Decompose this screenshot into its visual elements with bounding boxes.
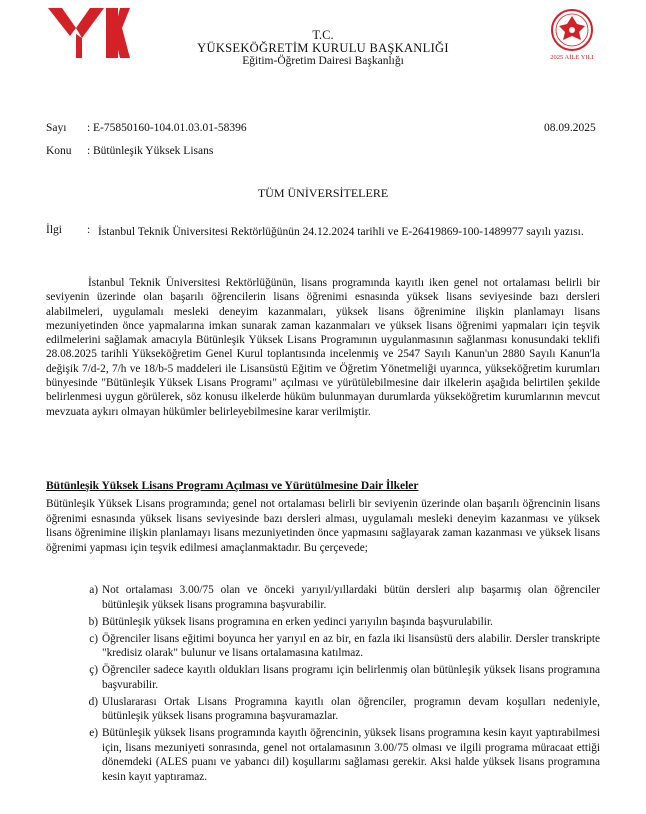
list-item-text: Not ortalaması 3.00/75 olan ve önceki yarıyıl/yıllardaki bütün dersleri alıp başarmış olan öğrenciler bütünleşik yüksek lisans programına başvurabilir. [102,584,600,611]
list-item [76,695,600,724]
list-item [76,632,600,661]
list-marker: e) [89,727,98,739]
list-marker: a) [89,584,98,596]
emblem-caption: 2025 AİLE YILI [550,54,594,61]
list-item-text: Bütünleşik yüksek lisans programına en erken yedinci yarıyılın başında başvurulabilir. [102,615,493,628]
list-marker: d) [88,695,98,708]
list-item [76,615,600,630]
yok-logo [46,6,130,60]
sayi-label: Sayı [46,122,67,134]
list-item-text: Öğrenciler lisans eğitimi boyunca her yarıyıl en az bir, en fazla iki lisansüstü ders alabilir. Dersler transkripte "kredisiz olarak" bulunur ve lisans ortalamasına katılmaz. [102,632,600,659]
document-number: E-75850160-104.01.03.01-58396 [93,122,247,134]
council-name: YÜKSEKÖĞRETİM KURULU BAŞKANLIĞI [197,41,449,55]
family-year-emblem [541,6,603,62]
list-item-text: Öğrenciler sadece kayıtlı oldukları lisans programı için belirlenmiş olan bütünleşik yüksek lisans programına başvurabilir. [102,664,600,691]
list-item-text: Bütünleşik yüksek lisans programında kayıtlı öğrencinin, yüksek lisans programına kesin kayıt yaptırabilmesi için, lisans mezuniyeti sonrasında, genel not ortalamasının 3.00/75 olması ve ilgili programa müracaat ettiği dönemdeki (ALES puanı ve yabancı dil) koşullarını sağlaması gerekir. Aksi halde yüksek lisans programına kesin kayıt yaptıramaz. [102,727,600,783]
sayi-separator: : [87,122,91,134]
document-date: 08.09.2025 [544,122,596,134]
list-marker: ç) [89,664,98,676]
list-marker: b) [88,615,98,628]
list-marker: c) [89,632,98,645]
konu-separator: : [87,145,91,157]
list-item [76,726,600,784]
ilgi-label: İlgi [46,224,62,236]
body-paragraph: Bütünleşik Yüksek Lisans programında; genel not ortalaması belirli bir seviyenin üzerinde olan başarılı öğrencinin lisans öğrenimi esnasında yüksek lisans seviyesinde bazı dersleri alması, uygulamalı mesleki deneyim kazanması ve yüksek lisans öğrenimine ilişkin planlamayı lisans mezuniyetinden önce yapmasını sağlayarak zaman kazanması ve yüksek lisans öğrenimi yapması için teşvik edilmesi amaçlanmaktadır. Bu çerçevede; [46,498,600,554]
section-heading: Bütünleşik Yüksek Lisans Programı Açılması ve Yürütülmesine Dair İlkeler [46,480,419,492]
list-item [76,663,600,692]
principles-list [76,583,600,787]
subject: Bütünleşik Yüksek Lisans [93,145,214,157]
department-name: Eğitim-Öğretim Dairesi Başkanlığı [242,55,404,67]
konu-label: Konu [46,145,72,157]
list-item-text: Uluslararası Ortak Lisans Programına kayıtlı olan öğrenciler, programın devam koşulları nedeniyle, bütünleşik yüksek lisans programına başvuramazlar. [102,695,600,722]
intro-paragraph: İstanbul Teknik Üniversitesi Rektörlüğünün, lisans programında kayıtlı iken genel not ortalaması belirli bir seviyenin üzerinde olan başarılı öğrencilerin lisans öğrenimi esnasında yüksek lisans seviyesinde bazı dersleri alabilmeleri, uygulamalı mesleki deneyim kazanmaları, yüksek lisans öğrenimine ilişkin planlamayı lisans mezuniyetinden önce yapmalarına imkan sunarak zaman kazanmaları ve yüksek lisans öğrenimi yapmaları için teşvik edilmelerini sağlamak amacıyla Bütünleşik Yüksek Lisans Programının uygulanmasının sağlanması konusundaki teklifi 28.08.2025 tarihli Yükseköğretim Genel Kurul toplantısında incelenmiş ve 2547 Sayılı Kanun'un 2880 Sayılı Kanun'la değişik 7/d-2, 7/h ve 18/b-5 maddeleri ile Lisansüstü Eğitim ve Öğretim Yönetmeliği uyarınca, yükseköğretim kurumları bünyesinde "Bütünleşik Yüksek Lisans Programı" açılması ve yürütülebilmesine dair ilkelerin aşağıda belirtilen şekilde belirlenmesi uygun görülerek, söz konusu ilkelerde hüküm bulunmayan durumlarda yükseköğretim kurumlarının mevcut mevzuata aykırı olmayan hükümler belirleyebilmesine karar verilmiştir. [46,277,600,418]
list-item [76,583,600,612]
tc-label: T.C. [312,28,334,42]
recipient: TÜM ÜNİVERSİTELERE [257,186,389,200]
ilgi-separator: : [87,224,91,236]
reference-text: İstanbul Teknik Üniversitesi Rektörlüğünün 24.12.2024 tarihli ve E-26419869-100-1489977 sayılı yazısı. [98,226,584,238]
